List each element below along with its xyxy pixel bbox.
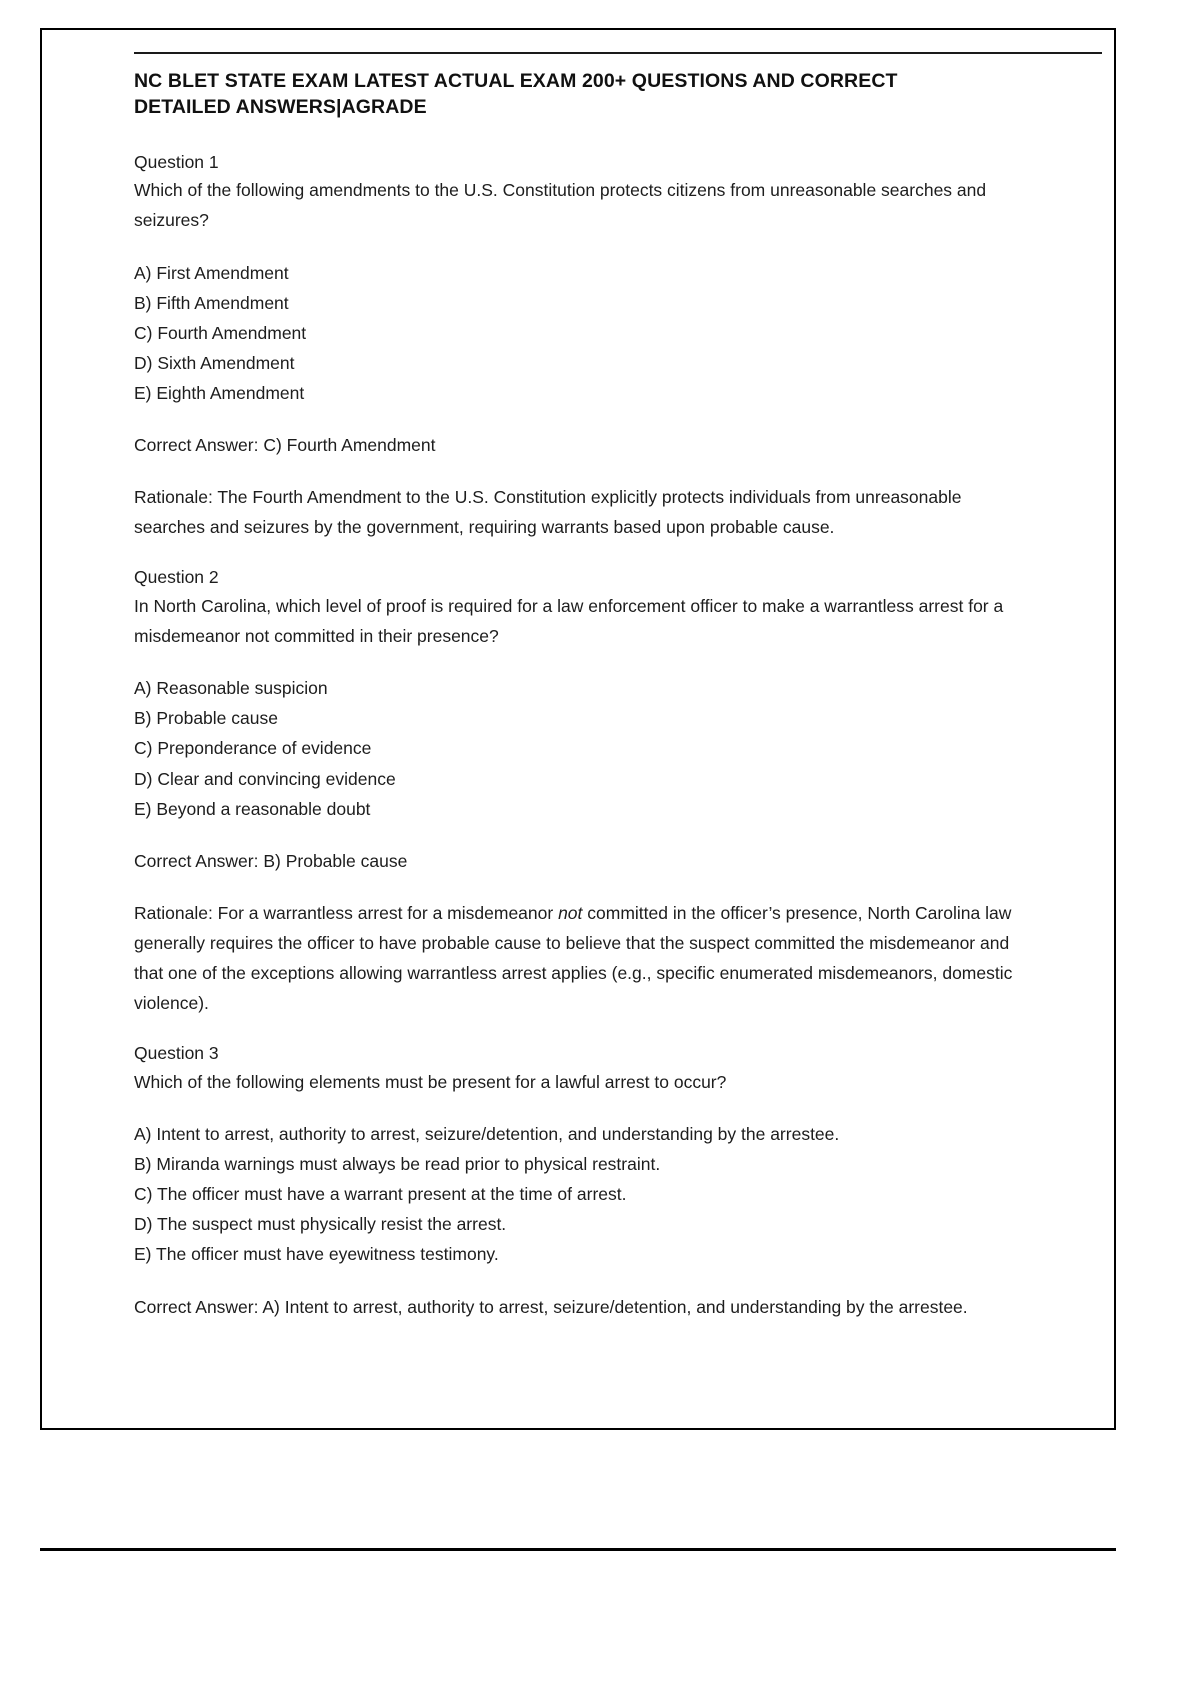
option-1-a[interactable]: A) First Amendment (134, 262, 289, 283)
rationale-2-pre: Rationale: For a warrantless arrest for a misdemeanor (134, 902, 559, 923)
question-stem-2: In North Carolina, which level of proof is required for a law enforcement officer to make a warrantless arrest for a misdemeanor not committed in their presence? (134, 596, 1004, 647)
rationale-1-text: Rationale: The Fourth Amendment to the U.S. Constitution explicitly protects individuals from unreasonable searches and seizures by the government, requiring warrants based upon probable cause. (134, 487, 962, 538)
header-rule (134, 52, 1102, 54)
question-stem-1: Which of the following amendments to the U.S. Constitution protects citizens from unreasonable searches and seizures? (134, 180, 987, 231)
option-2-d[interactable]: D) Clear and convincing evidence (134, 768, 396, 789)
question-label-2: Question 2 (134, 567, 219, 588)
rationale-1 (134, 482, 1014, 542)
option-1-b[interactable]: B) Fifth Amendment (134, 292, 289, 313)
rationale-2-emphasis: not (558, 902, 583, 923)
document-page-sheet (40, 28, 1116, 1430)
correct-answer-3: Correct Answer: A) Intent to arrest, authority to arrest, seizure/detention, and understanding by the arrestee. (134, 1296, 968, 1317)
question-block-3 (134, 1042, 1014, 1321)
option-1-c[interactable]: C) Fourth Amendment (134, 322, 307, 343)
option-2-e[interactable]: E) Beyond a reasonable doubt (134, 798, 371, 819)
rationale-2-post: committed in the officer’s presence, North Carolina law generally requires the officer to have probable cause to believe that the suspect committed the misdemeanor and that one of the exceptions allowing warrantless arrest applies (e.g., specific enumerated misdemeanors, domestic violence). (134, 902, 1013, 1014)
options-list-3 (134, 1119, 1014, 1269)
option-3-e[interactable]: E) The officer must have eyewitness testimony. (134, 1244, 499, 1265)
option-2-b[interactable]: B) Probable cause (134, 708, 278, 729)
rationale-2 (134, 898, 1014, 1018)
correct-answer-2: Correct Answer: B) Probable cause (134, 850, 408, 871)
option-1-d[interactable]: D) Sixth Amendment (134, 352, 295, 373)
question-stem-3: Which of the following elements must be present for a lawful arrest to occur? (134, 1071, 727, 1092)
options-list-2 (134, 673, 1014, 823)
option-3-c[interactable]: C) The officer must have a warrant present at the time of arrest. (134, 1184, 627, 1205)
option-3-b[interactable]: B) Miranda warnings must always be read prior to physical restraint. (134, 1154, 661, 1175)
option-3-a[interactable]: A) Intent to arrest, authority to arrest, seizure/detention, and understanding by the arrestee. (134, 1124, 840, 1145)
option-2-c[interactable]: C) Preponderance of evidence (134, 738, 372, 759)
page-title: NC BLET STATE EXAM LATEST ACTUAL EXAM 200+ QUESTIONS AND CORRECT DETAILED ANSWERS|AGRADE (134, 70, 898, 119)
question-label-3: Question 3 (134, 1043, 219, 1064)
question-block-2 (134, 566, 1014, 1018)
correct-answer-1: Correct Answer: C) Fourth Amendment (134, 435, 436, 456)
document-content (134, 68, 1014, 1344)
option-2-a[interactable]: A) Reasonable suspicion (134, 678, 328, 699)
options-list-1 (134, 258, 1014, 408)
question-block-1 (134, 151, 1014, 543)
question-label-1: Question 1 (134, 151, 219, 172)
option-3-d[interactable]: D) The suspect must physically resist the arrest. (134, 1214, 507, 1235)
option-1-e[interactable]: E) Eighth Amendment (134, 382, 305, 403)
next-page-edge (40, 1548, 1116, 1551)
